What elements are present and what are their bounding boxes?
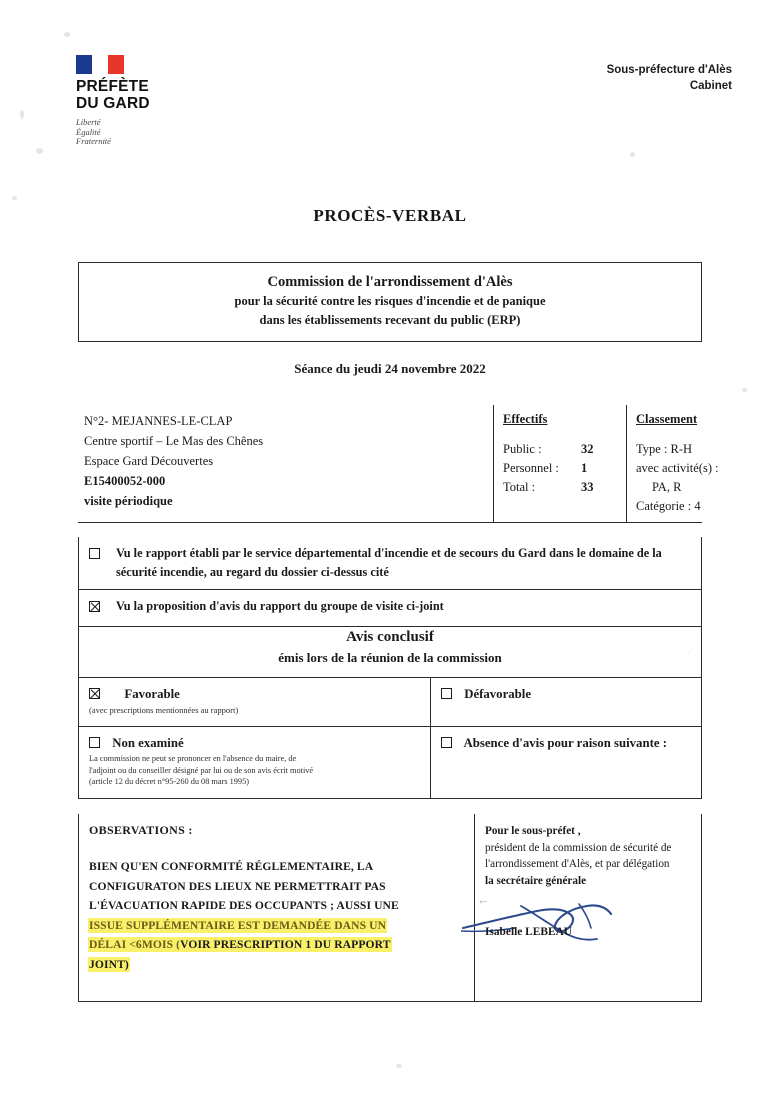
vu-row-text: Vu la proposition d'avis du rapport du groupe de visite ci-joint <box>116 599 444 613</box>
observations-section <box>78 814 702 1002</box>
establishment-number-city: N°2- MEJANNES-LE-CLAP <box>84 414 233 428</box>
avis-title: Avis conclusif <box>346 629 434 645</box>
republic-motto <box>76 118 226 147</box>
avis-option-absence[interactable] <box>431 727 701 798</box>
observations-text <box>89 857 464 974</box>
effectifs-row <box>503 440 623 459</box>
scan-artifact: ∕ <box>690 646 692 657</box>
non-examine-label: Non examiné <box>112 736 184 750</box>
avis-row-2 <box>79 726 701 798</box>
visit-type: visite périodique <box>84 494 173 508</box>
defavorable-label: Défavorable <box>464 687 532 701</box>
observations-line-6: JOINT) <box>89 957 129 971</box>
avis-option-favorable[interactable] <box>79 678 431 726</box>
observations-cell <box>79 814 490 1001</box>
establishment-reference: E15400052-000 <box>84 474 166 488</box>
establishment-details <box>84 411 474 511</box>
effectifs-value: 32 <box>581 442 594 456</box>
scan-speck <box>742 388 747 392</box>
scan-artifact: ∕ <box>700 670 702 681</box>
non-examine-note-line1: La commission ne peut se prononcer en l'absence du maire, de <box>89 754 297 763</box>
non-examine-option[interactable] <box>89 736 420 751</box>
signature-line-3: l'arrondissement d'Alès, et par délégation <box>485 858 670 870</box>
vu-row-text: Vu le rapport établi par le service départemental d'incendie et de secours du Gard dans le domaine de la sécurité incendie, au regard du dossier ci-dessus cité <box>116 546 662 579</box>
document-header <box>0 0 780 160</box>
signature-line-4: la secrétaire générale <box>485 874 587 887</box>
commission-purpose-line1: pour la sécurité contre les risques d'incendie et de panique <box>234 294 546 308</box>
defavorable-checkbox-unchecked-icon[interactable] <box>441 688 452 699</box>
avis-conclusif-section <box>78 618 702 799</box>
info-row-bottom-rule <box>78 522 702 523</box>
absence-avis-label: Absence d'avis pour raison suivante : <box>463 736 667 750</box>
stray-pen-mark: ← <box>477 892 490 907</box>
absence-avis-option[interactable] <box>441 736 691 751</box>
non-examine-note-line3: (article 12 du décret n°95-260 du 08 mars 1995) <box>89 777 249 786</box>
observations-line-5c: DU RAPPORT <box>314 938 391 951</box>
effectifs-label: Personnel : <box>503 461 559 475</box>
effectifs-row <box>503 459 623 478</box>
absence-avis-checkbox-unchecked-icon[interactable] <box>441 737 452 748</box>
observations-line-5b: VOIR PRESCRIPTION 1 <box>180 938 315 951</box>
effectifs-value: 33 <box>581 480 594 494</box>
effectifs-label: Public : <box>503 442 542 456</box>
classement-header: Classement <box>636 412 698 426</box>
effectifs-row <box>503 478 623 497</box>
motto-line3: Fraternité <box>76 136 111 146</box>
page-title: PROCÈS-VERBAL <box>313 206 467 225</box>
commission-name: Commission de l'arrondissement d'Alès <box>267 274 513 290</box>
logo-name-line1: PRÉFÈTE <box>76 78 149 95</box>
signature-line-2: président de la commission de sécurité de <box>485 841 672 854</box>
motto-line2: Égalité <box>76 126 101 137</box>
avis-header <box>79 618 701 678</box>
observations-title: OBSERVATIONS : <box>89 823 193 837</box>
observations-line-4: ISSUE SUPPLÉMENTAIRE EST DEMANDÉE DANS UN <box>89 918 387 932</box>
observations-line-1: BIEN QU'EN CONFORMITÉ RÉGLEMENTAIRE, LA <box>89 860 374 873</box>
vu-row[interactable] <box>79 537 701 589</box>
favorable-label: Favorable <box>124 687 180 701</box>
establishment-info-row <box>78 405 719 527</box>
avis-option-non-examine[interactable] <box>79 727 431 798</box>
non-examine-checkbox-unchecked-icon[interactable] <box>89 737 100 748</box>
vu-table <box>78 537 702 627</box>
effectifs-value: 1 <box>581 461 588 475</box>
avis-option-defavorable[interactable] <box>431 678 701 726</box>
issuing-office <box>607 62 732 94</box>
observations-line-3: L'ÉVACUATION RAPIDE DES OCCUPANTS ; AUSSI UNE <box>89 899 399 912</box>
commission-box <box>78 262 702 342</box>
signature-cell <box>475 814 701 1001</box>
office-department: Cabinet <box>689 80 732 92</box>
avis-row-1 <box>79 678 701 726</box>
vu-checkbox-checked-icon[interactable] <box>89 601 100 612</box>
classement-activities: PA, R <box>652 480 682 494</box>
establishment-site: Espace Gard Découvertes <box>84 454 214 468</box>
observations-line-5a: DÉLAI <6MOIS ( <box>89 938 181 951</box>
french-flag-icon <box>76 55 128 74</box>
signatory-name: Isabelle LEBEAU <box>485 926 573 938</box>
signature-line-1: Pour le sous-préfet , <box>485 825 581 837</box>
classement-type: Type : R-H <box>636 442 693 456</box>
favorable-option[interactable] <box>89 687 420 702</box>
session-date: Séance du jeudi 24 novembre 2022 <box>294 361 486 376</box>
favorable-checkbox-checked-icon[interactable] <box>89 688 100 699</box>
observations-line-2: CONFIGURATON DES LIEUX NE PERMETTRAIT PAS <box>89 879 386 893</box>
classement-category: Catégorie : 4 <box>636 499 701 513</box>
logo-name-line2: DU GARD <box>76 94 150 112</box>
establishment-name: Centre sportif – Le Mas des Chênes <box>84 434 264 448</box>
vu-checkbox-unchecked-icon[interactable] <box>89 548 100 559</box>
scan-speck <box>396 1064 402 1068</box>
office-name: Sous-préfecture d'Alès <box>606 64 732 76</box>
classement-activities-label: avec activité(s) : <box>636 461 719 475</box>
effectifs-label: Total : <box>503 480 536 494</box>
favorable-note: (avec prescriptions mentionnées au rapport) <box>89 705 239 715</box>
avis-subtitle: émis lors de la réunion de la commission <box>278 650 502 665</box>
scan-speck <box>12 196 17 200</box>
non-examine-note <box>89 753 420 788</box>
effectifs-header: Effectifs <box>503 412 548 426</box>
motto-line1: Liberté <box>76 117 101 127</box>
column-divider-1 <box>493 405 494 522</box>
column-divider-2 <box>626 405 627 522</box>
defavorable-option[interactable] <box>441 687 691 702</box>
commission-purpose-line2: dans les établissements recevant du public (ERP) <box>259 313 521 327</box>
classement-column <box>636 410 780 516</box>
republic-logo <box>76 55 226 147</box>
effectifs-column <box>503 410 623 497</box>
non-examine-note-line2: l'adjoint ou du conseiller désigné par lui ou de son avis écrit motivé <box>89 765 314 775</box>
